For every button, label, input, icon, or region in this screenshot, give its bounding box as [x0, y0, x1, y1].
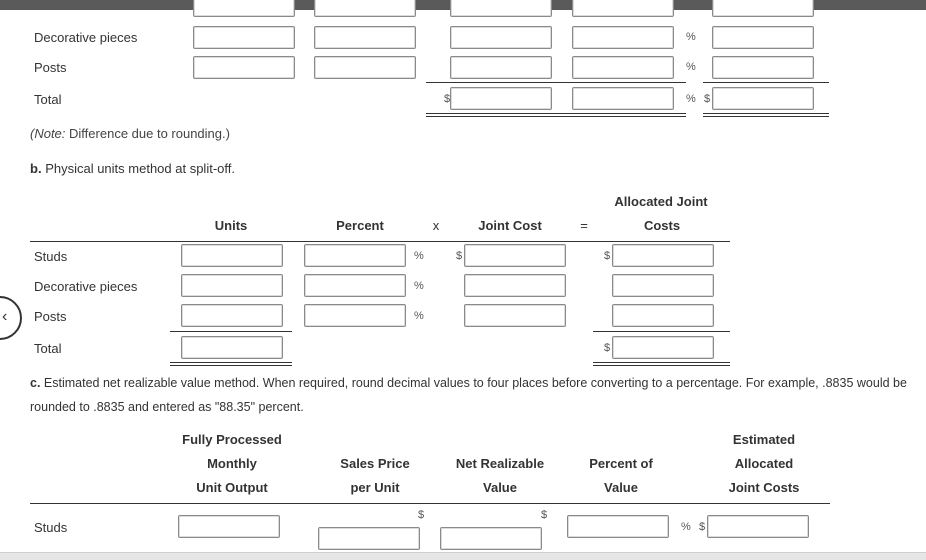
header-estimated: Estimated	[732, 432, 796, 447]
part-b-subtotal-line	[170, 331, 292, 332]
part-a-posts-value-input[interactable]	[450, 56, 552, 79]
part-a-decorative-value-input[interactable]	[450, 26, 552, 49]
part-b-row-label-posts: Posts	[34, 309, 67, 324]
dollar-sign: $	[699, 521, 706, 533]
part-c-studs-percent-input[interactable]	[567, 515, 669, 538]
header-net-realizable: Net Realizable	[455, 456, 545, 471]
header-value: Value	[483, 480, 517, 495]
header-costs: Costs	[643, 218, 681, 233]
part-b-studs-percent-input[interactable]	[304, 244, 406, 267]
part-b-total-double-line	[170, 362, 292, 366]
part-a-studs-allocated-input[interactable]	[712, 0, 814, 17]
part-b-decorative-percent-input[interactable]	[304, 274, 406, 297]
header-fully-processed: Fully Processed	[182, 432, 282, 447]
header-joint-costs: Joint Costs	[728, 480, 800, 495]
percent-sign: %	[686, 31, 696, 43]
part-b-posts-jointcost-input[interactable]	[464, 304, 566, 327]
percent-sign: %	[686, 61, 696, 73]
part-c-studs-nrv-input[interactable]	[440, 527, 542, 550]
note-text: Difference due to rounding.)	[69, 126, 230, 141]
part-a-studs-price-input[interactable]	[314, 0, 416, 17]
part-c-studs-price-input[interactable]	[318, 527, 420, 550]
part-a-posts-units-input[interactable]	[193, 56, 295, 79]
header-allocated: Allocated	[734, 456, 794, 471]
header-percent: Percent	[336, 218, 384, 233]
percent-sign: %	[681, 521, 691, 533]
part-a-total-percent-input[interactable]	[572, 87, 674, 110]
part-b-total-double-line	[593, 362, 730, 366]
percent-sign: %	[414, 250, 424, 262]
part-b-header-line	[30, 241, 730, 242]
percent-sign: %	[414, 310, 424, 322]
part-b-title	[30, 161, 235, 176]
part-b-total-allocated-input[interactable]	[612, 336, 714, 359]
part-a-subtotal-line	[703, 82, 829, 83]
part-a-decorative-allocated-input[interactable]	[712, 26, 814, 49]
part-a-note	[30, 126, 230, 141]
part-a-studs-value-input[interactable]	[450, 0, 552, 17]
header-units: Units	[214, 218, 248, 233]
part-a-posts-price-input[interactable]	[314, 56, 416, 79]
percent-sign: %	[414, 280, 424, 292]
part-b-description: Physical units method at split-off.	[45, 161, 235, 176]
previous-nav-button[interactable]	[0, 296, 22, 340]
header-joint-cost: Joint Cost	[478, 218, 542, 233]
part-a-row-label-decorative: Decorative pieces	[34, 30, 138, 45]
part-b-posts-percent-input[interactable]	[304, 304, 406, 327]
part-b-subtotal-line	[593, 331, 730, 332]
part-a-subtotal-line	[426, 82, 686, 83]
part-b-posts-allocated-input[interactable]	[612, 304, 714, 327]
header-value-2: Value	[604, 480, 638, 495]
header-unit-output: Unit Output	[196, 480, 268, 495]
part-c-description: Estimated net realizable value method. When required, round decimal values to four places before converting to a percentage. For example, .8835 would be rounded to .8835 and entered as "88.35" percent.	[30, 376, 907, 414]
part-c-row-label-studs: Studs	[34, 520, 68, 535]
part-b-decorative-allocated-input[interactable]	[612, 274, 714, 297]
dollar-sign: $	[418, 509, 425, 521]
part-a-decorative-percent-input[interactable]	[572, 26, 674, 49]
part-a-decorative-units-input[interactable]	[193, 26, 295, 49]
part-a-row-label-total: Total	[34, 92, 62, 107]
part-c-title	[30, 371, 926, 419]
dollar-sign: $	[456, 250, 463, 262]
header-monthly: Monthly	[207, 456, 257, 471]
header-per-unit: per Unit	[350, 480, 400, 495]
header-equals: =	[580, 218, 588, 233]
part-b-row-label-total: Total	[34, 341, 62, 356]
dollar-sign: $	[541, 509, 548, 521]
part-b-decorative-jointcost-input[interactable]	[464, 274, 566, 297]
part-b-row-label-studs: Studs	[34, 249, 68, 264]
part-c-letter: c.	[30, 376, 41, 390]
part-b-posts-units-input[interactable]	[181, 304, 283, 327]
part-c-studs-allocated-input[interactable]	[707, 515, 809, 538]
note-label: (Note:	[30, 126, 66, 141]
header-percent-of: Percent of	[589, 456, 653, 471]
dollar-sign: $	[444, 93, 451, 105]
part-a-studs-units-input[interactable]	[193, 0, 295, 17]
part-b-letter: b.	[30, 161, 42, 176]
percent-sign: %	[686, 93, 696, 105]
part-b-studs-allocated-input[interactable]	[612, 244, 714, 267]
part-b-studs-units-input[interactable]	[181, 244, 283, 267]
part-a-total-allocated-input[interactable]	[712, 87, 814, 110]
part-b-row-label-decorative: Decorative pieces	[34, 279, 138, 294]
part-a-total-double-line	[703, 113, 829, 117]
part-a-total-value-input[interactable]	[450, 87, 552, 110]
dollar-sign: $	[604, 342, 611, 354]
part-a-row-label-posts: Posts	[34, 60, 67, 75]
dollar-sign: $	[604, 250, 611, 262]
part-c-header-line	[30, 503, 830, 504]
part-b-decorative-units-input[interactable]	[181, 274, 283, 297]
part-b-total-units-input[interactable]	[181, 336, 283, 359]
header-allocated-joint: Allocated Joint	[614, 194, 708, 209]
dollar-sign: $	[704, 93, 711, 105]
part-a-posts-percent-input[interactable]	[572, 56, 674, 79]
part-a-total-double-line	[426, 113, 686, 117]
chevron-left-icon: ‹	[2, 308, 8, 325]
part-b-studs-jointcost-input[interactable]	[464, 244, 566, 267]
header-sales-price: Sales Price	[340, 456, 410, 471]
header-times: x	[432, 218, 440, 233]
part-a-studs-percent-input[interactable]	[572, 0, 674, 17]
part-c-studs-output-input[interactable]	[178, 515, 280, 538]
bottom-scroll-bar	[0, 552, 926, 560]
part-a-decorative-price-input[interactable]	[314, 26, 416, 49]
part-a-posts-allocated-input[interactable]	[712, 56, 814, 79]
